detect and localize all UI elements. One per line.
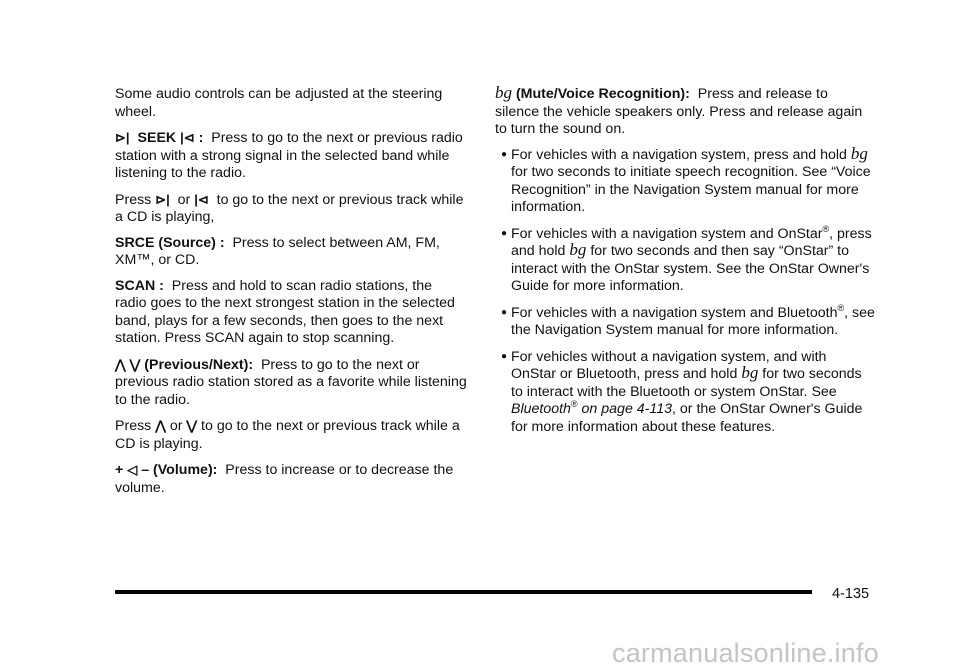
mute-icon: b xyxy=(741,363,750,382)
or-label: or xyxy=(169,418,183,434)
volume-label: – (Volume): xyxy=(141,462,218,478)
page-number: 4-135 xyxy=(832,586,870,602)
right-column xyxy=(495,83,875,445)
bullet-text: For vehicles with a navigation system, press and hold xyxy=(511,146,847,163)
bullet-text: for two seconds to initiate speech recognition. See “Voice Recognition” in the Navigation System manual for more information. xyxy=(511,164,871,215)
srce-text: Press to select between AM, FM, XM™, or CD. xyxy=(115,234,440,268)
seek-next-icon: ⊳| xyxy=(155,191,170,207)
down-arrow-icon: ⋁ xyxy=(129,356,141,372)
bullet-text: For vehicles with a navigation system and OnStar xyxy=(511,225,823,242)
press-label: Press xyxy=(115,418,152,434)
voice-icon: g xyxy=(749,363,759,382)
bullet-icon: ● xyxy=(501,306,508,318)
bullet-icon: ● xyxy=(501,227,508,239)
list-item xyxy=(495,349,875,437)
footer-rule xyxy=(115,590,812,594)
bullet-icon: ● xyxy=(501,148,508,160)
or-label: or xyxy=(177,191,191,208)
bullet-text: For vehicles with a navigation system and Bluetooth xyxy=(511,304,838,321)
seek-label: SEEK xyxy=(137,130,177,146)
bullet-text: , or the OnStar Owner's Guide for more information about these features. xyxy=(511,401,863,435)
volume-paragraph xyxy=(115,461,467,497)
press-seek-text: to go to the next or previous track while a CD is playing, xyxy=(115,191,464,225)
volume-plus: + xyxy=(115,462,124,478)
bullet-icon: ● xyxy=(501,350,508,362)
bullet-text: for two seconds to interact with the Bluetooth or system OnStar. See xyxy=(511,366,862,400)
scan-label: SCAN : xyxy=(115,277,164,294)
mute-paragraph xyxy=(495,83,875,139)
intro-paragraph: Some audio controls can be adjusted at the steering wheel. xyxy=(115,86,443,120)
seek-colon: : xyxy=(198,130,204,146)
bullet-text: , see the Navigation System manual for more information. xyxy=(511,304,875,338)
volume-icon: ◁ xyxy=(127,462,138,477)
mute-icon: b xyxy=(569,240,578,259)
voice-icon: g xyxy=(503,83,512,102)
volume-text: Press to increase or to decrease the volume. xyxy=(115,462,454,496)
up-arrow-icon: ⋀ xyxy=(115,356,126,372)
mute-label: (Mute/Voice Recognition): xyxy=(515,86,690,102)
srce-label: SRCE (Source) : xyxy=(115,234,225,251)
prevnext-label: (Previous/Next): xyxy=(144,356,254,373)
press-label: Press xyxy=(115,191,152,208)
voice-icon: g xyxy=(859,143,868,163)
list-item xyxy=(495,302,875,340)
bluetooth-link[interactable]: Bluetooth xyxy=(511,401,571,417)
seek-text: Press to go to the next or previous radio station with a strong signal in the selected band while listening to the radio. xyxy=(115,130,463,181)
registered-mark: ® xyxy=(822,223,830,234)
press-prevnext-text: to go to the next or previous track while a CD is playing. xyxy=(115,418,460,452)
prevnext-paragraph xyxy=(115,356,467,410)
page-reference-link[interactable]: on page 4-113 xyxy=(581,401,673,417)
seek-paragraph xyxy=(115,129,467,183)
up-arrow-icon: ⋀ xyxy=(155,418,166,433)
bullet-list xyxy=(495,143,875,437)
bullet-text: For vehicles without a navigation system, and with OnStar or Bluetooth, press and hold xyxy=(511,348,827,382)
scan-paragraph xyxy=(115,278,467,348)
bullet-text: , press and hold xyxy=(511,225,872,259)
prevnext-text: Press to go to the next or previous radio station stored as a favorite while listening to the radio. xyxy=(115,356,467,408)
mute-text: Press and release to silence the vehicle speakers only. Press and release again to turn the sound on. xyxy=(495,86,863,137)
seek-prev-icon: |⊲ xyxy=(194,191,209,207)
mute-icon: b xyxy=(850,143,860,163)
srce-paragraph xyxy=(115,235,467,270)
press-prevnext-paragraph xyxy=(115,417,467,453)
seek-next-icon: ⊳| xyxy=(115,130,130,145)
voice-icon: g xyxy=(577,240,587,259)
list-item xyxy=(495,143,875,217)
watermark: carmanualsonline.info xyxy=(612,638,879,668)
left-column xyxy=(115,86,467,505)
scan-text: Press and hold to scan radio stations, the radio goes to the next strongest station in the selected band, plays for a few seconds, then goes to the next station. Press SCAN again to stop scanning. xyxy=(115,277,455,346)
bullet-text: for two seconds and then say “OnStar” to interact with the OnStar system. See the OnStar Owner's Guide for more information. xyxy=(511,243,870,294)
list-item xyxy=(495,223,875,296)
seek-prev-icon: |⊲ xyxy=(180,130,195,145)
down-arrow-icon: ⋁ xyxy=(186,418,198,433)
registered-mark: ® xyxy=(837,302,845,313)
mute-icon: b xyxy=(495,83,504,102)
press-seek-paragraph xyxy=(115,191,467,227)
registered-mark: ® xyxy=(570,399,578,409)
